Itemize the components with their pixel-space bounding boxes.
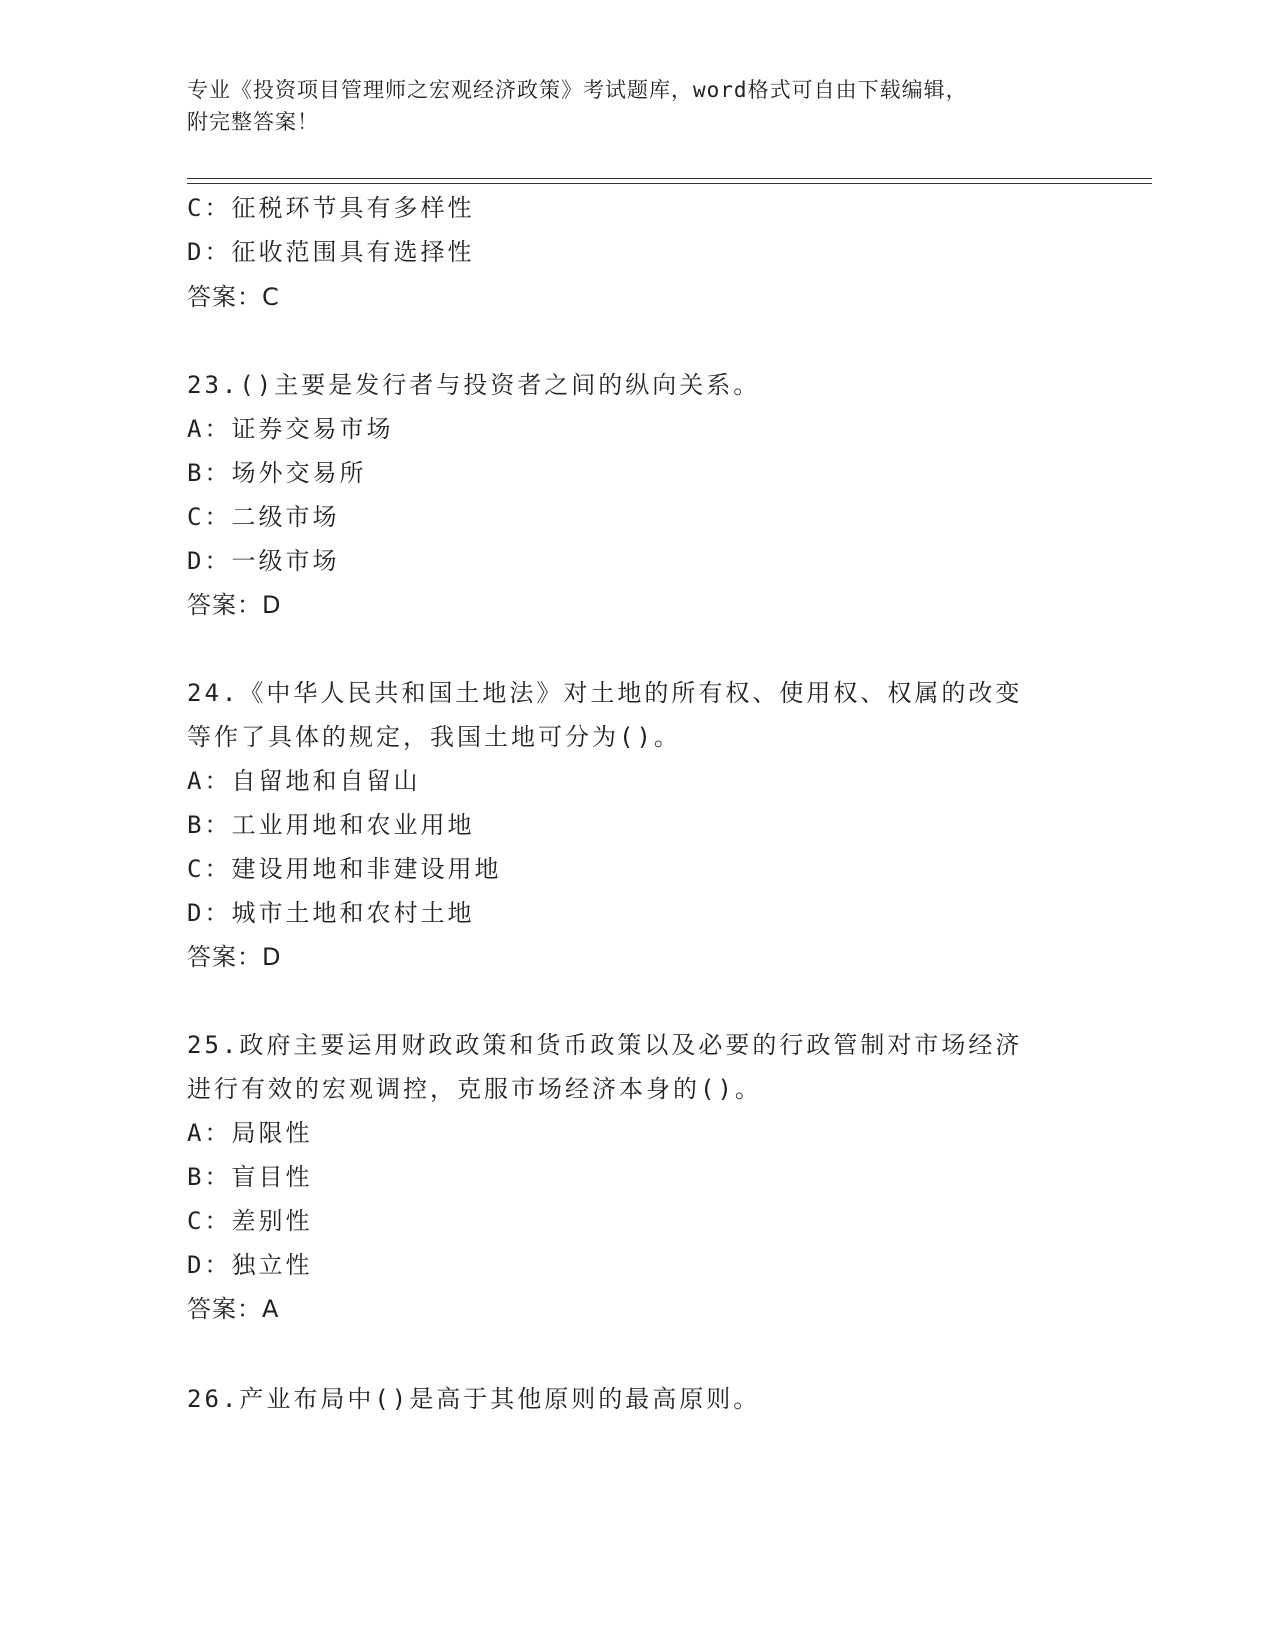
q24-option-a: A：自留地和自留山	[187, 767, 421, 795]
q23-option-a: A：证券交易市场	[187, 415, 394, 443]
q22-option-c: C：征税环节具有多样性	[187, 194, 475, 222]
q25-option-c: C：差别性	[187, 1207, 313, 1235]
q25-stem-line-2: 进行有效的宏观调控，克服市场经济本身的()。	[187, 1075, 762, 1103]
q24-option-b: B：工业用地和农业用地	[187, 811, 475, 839]
header-divider-bottom	[187, 183, 1152, 184]
header-line-2: 附完整答案！	[187, 110, 319, 134]
q24-stem-line-2: 等作了具体的规定，我国土地可分为()。	[187, 723, 681, 751]
q25-option-a: A：局限性	[187, 1119, 313, 1147]
q22-option-d: D：征收范围具有选择性	[187, 238, 475, 266]
q25-option-b: B：盲目性	[187, 1163, 313, 1191]
q23-answer: 答案：D	[187, 591, 282, 619]
q23-option-c: C：二级市场	[187, 503, 340, 531]
q25-answer: 答案：A	[187, 1295, 280, 1323]
q26-stem: 26.产业布局中()是高于其他原则的最高原则。	[187, 1385, 761, 1413]
q22-answer: 答案：C	[187, 283, 280, 311]
q24-option-d: D：城市土地和农村土地	[187, 899, 475, 927]
document-header	[187, 74, 1087, 138]
q23-option-b: B：场外交易所	[187, 459, 367, 487]
q24-option-c: C：建设用地和非建设用地	[187, 855, 502, 883]
q25-option-d: D：独立性	[187, 1251, 313, 1279]
q24-answer: 答案：D	[187, 943, 282, 971]
header-line-1: 专业《投资项目管理师之宏观经济政策》考试题库，word格式可自由下载编辑，	[187, 78, 968, 102]
q23-stem: 23.()主要是发行者与投资者之间的纵向关系。	[187, 371, 761, 399]
q23-option-d: D：一级市场	[187, 547, 340, 575]
header-divider-top	[187, 178, 1152, 179]
q24-stem-line-1: 24.《中华人民共和国土地法》对土地的所有权、使用权、权属的改变	[187, 679, 1023, 707]
q25-stem-line-1: 25.政府主要运用财政政策和货币政策以及必要的行政管制对市场经济	[187, 1031, 1023, 1059]
